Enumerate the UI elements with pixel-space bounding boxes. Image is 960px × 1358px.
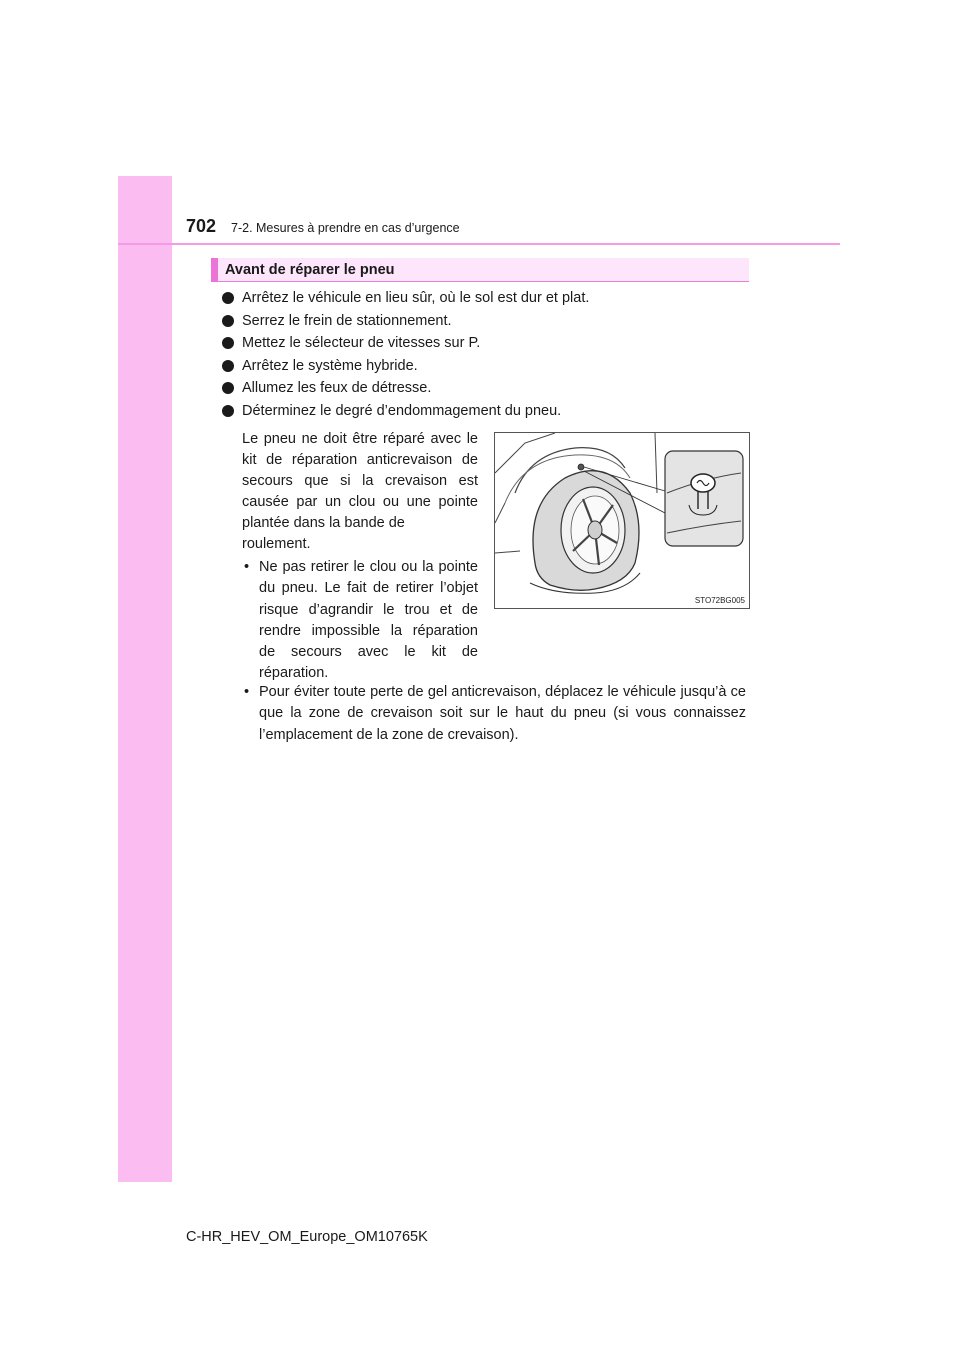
paragraph-end: roulement. bbox=[242, 536, 311, 552]
header-rule bbox=[118, 243, 840, 245]
checklist-item bbox=[222, 402, 752, 425]
checklist-item bbox=[222, 334, 752, 357]
chapter-side-band bbox=[118, 176, 172, 1182]
sub-bullet-item bbox=[244, 557, 478, 685]
bullet-dot-icon bbox=[222, 292, 234, 304]
document-id: C-HR_HEV_OM_Europe_OM10765K bbox=[186, 1229, 428, 1245]
paragraph-body: Le pneu ne doit être réparé avec le kit de réparation anticrevaison de secours que si la crevaison est causée par un clou ou une pointe plantée dans la bande de bbox=[242, 431, 478, 531]
section-title: Avant de réparer le pneu bbox=[225, 262, 395, 278]
section-heading-box bbox=[211, 258, 749, 282]
tire-illustration bbox=[494, 432, 750, 609]
chapter-title: 7-2. Mesures à prendre en cas d’urgence bbox=[231, 221, 460, 235]
page-number: 702 bbox=[186, 216, 217, 236]
checklist-item-text: Allumez les feux de détresse. bbox=[242, 380, 432, 397]
checklist-item-text: Mettez le sélecteur de vitesses sur P. bbox=[242, 335, 481, 352]
checklist-item-text: Serrez le frein de stationnement. bbox=[242, 312, 452, 329]
sub-bullet-text: Ne pas retirer le clou ou la pointe du pneu. Le fait de retirer l’objet risque d’agrandir le trou et de rendre impossible la réparation de secours avec le kit de réparation. bbox=[259, 559, 478, 682]
checklist-item bbox=[222, 289, 752, 312]
repair-condition-paragraph bbox=[242, 429, 478, 555]
sub-bullet-item bbox=[244, 682, 746, 746]
sub-bullet-text: Pour éviter toute perte de gel anticrevaison, déplacez le véhicule jusqu’à ce que la zone de crevaison soit sur le haut du pneu (si vous connaissez l’emplacement de la zone de crevaison). bbox=[259, 684, 746, 743]
bullet-dot-icon bbox=[222, 315, 234, 327]
checklist-item bbox=[222, 357, 752, 380]
sub-bullet-mark: • bbox=[244, 684, 250, 700]
bullet-dot-icon bbox=[222, 405, 234, 417]
checklist-item bbox=[222, 312, 752, 335]
flat-tire-with-nail-icon bbox=[495, 433, 749, 608]
checklist bbox=[222, 289, 752, 425]
checklist-item-text: Arrêtez le véhicule en lieu sûr, où le sol est dur et plat. bbox=[242, 290, 590, 306]
figure-code: STO72BG005 bbox=[694, 596, 745, 605]
section-accent-bar bbox=[211, 258, 218, 282]
bullet-dot-icon bbox=[222, 337, 234, 349]
bullet-dot-icon bbox=[222, 382, 234, 394]
checklist-item-text: Arrêtez le système hybride. bbox=[242, 357, 418, 374]
sub-bullet-mark: • bbox=[244, 559, 250, 575]
checklist-item-text: Déterminez le degré d’endommagement du pneu. bbox=[242, 402, 562, 419]
bullet-dot-icon bbox=[222, 360, 234, 372]
checklist-item bbox=[222, 379, 752, 402]
